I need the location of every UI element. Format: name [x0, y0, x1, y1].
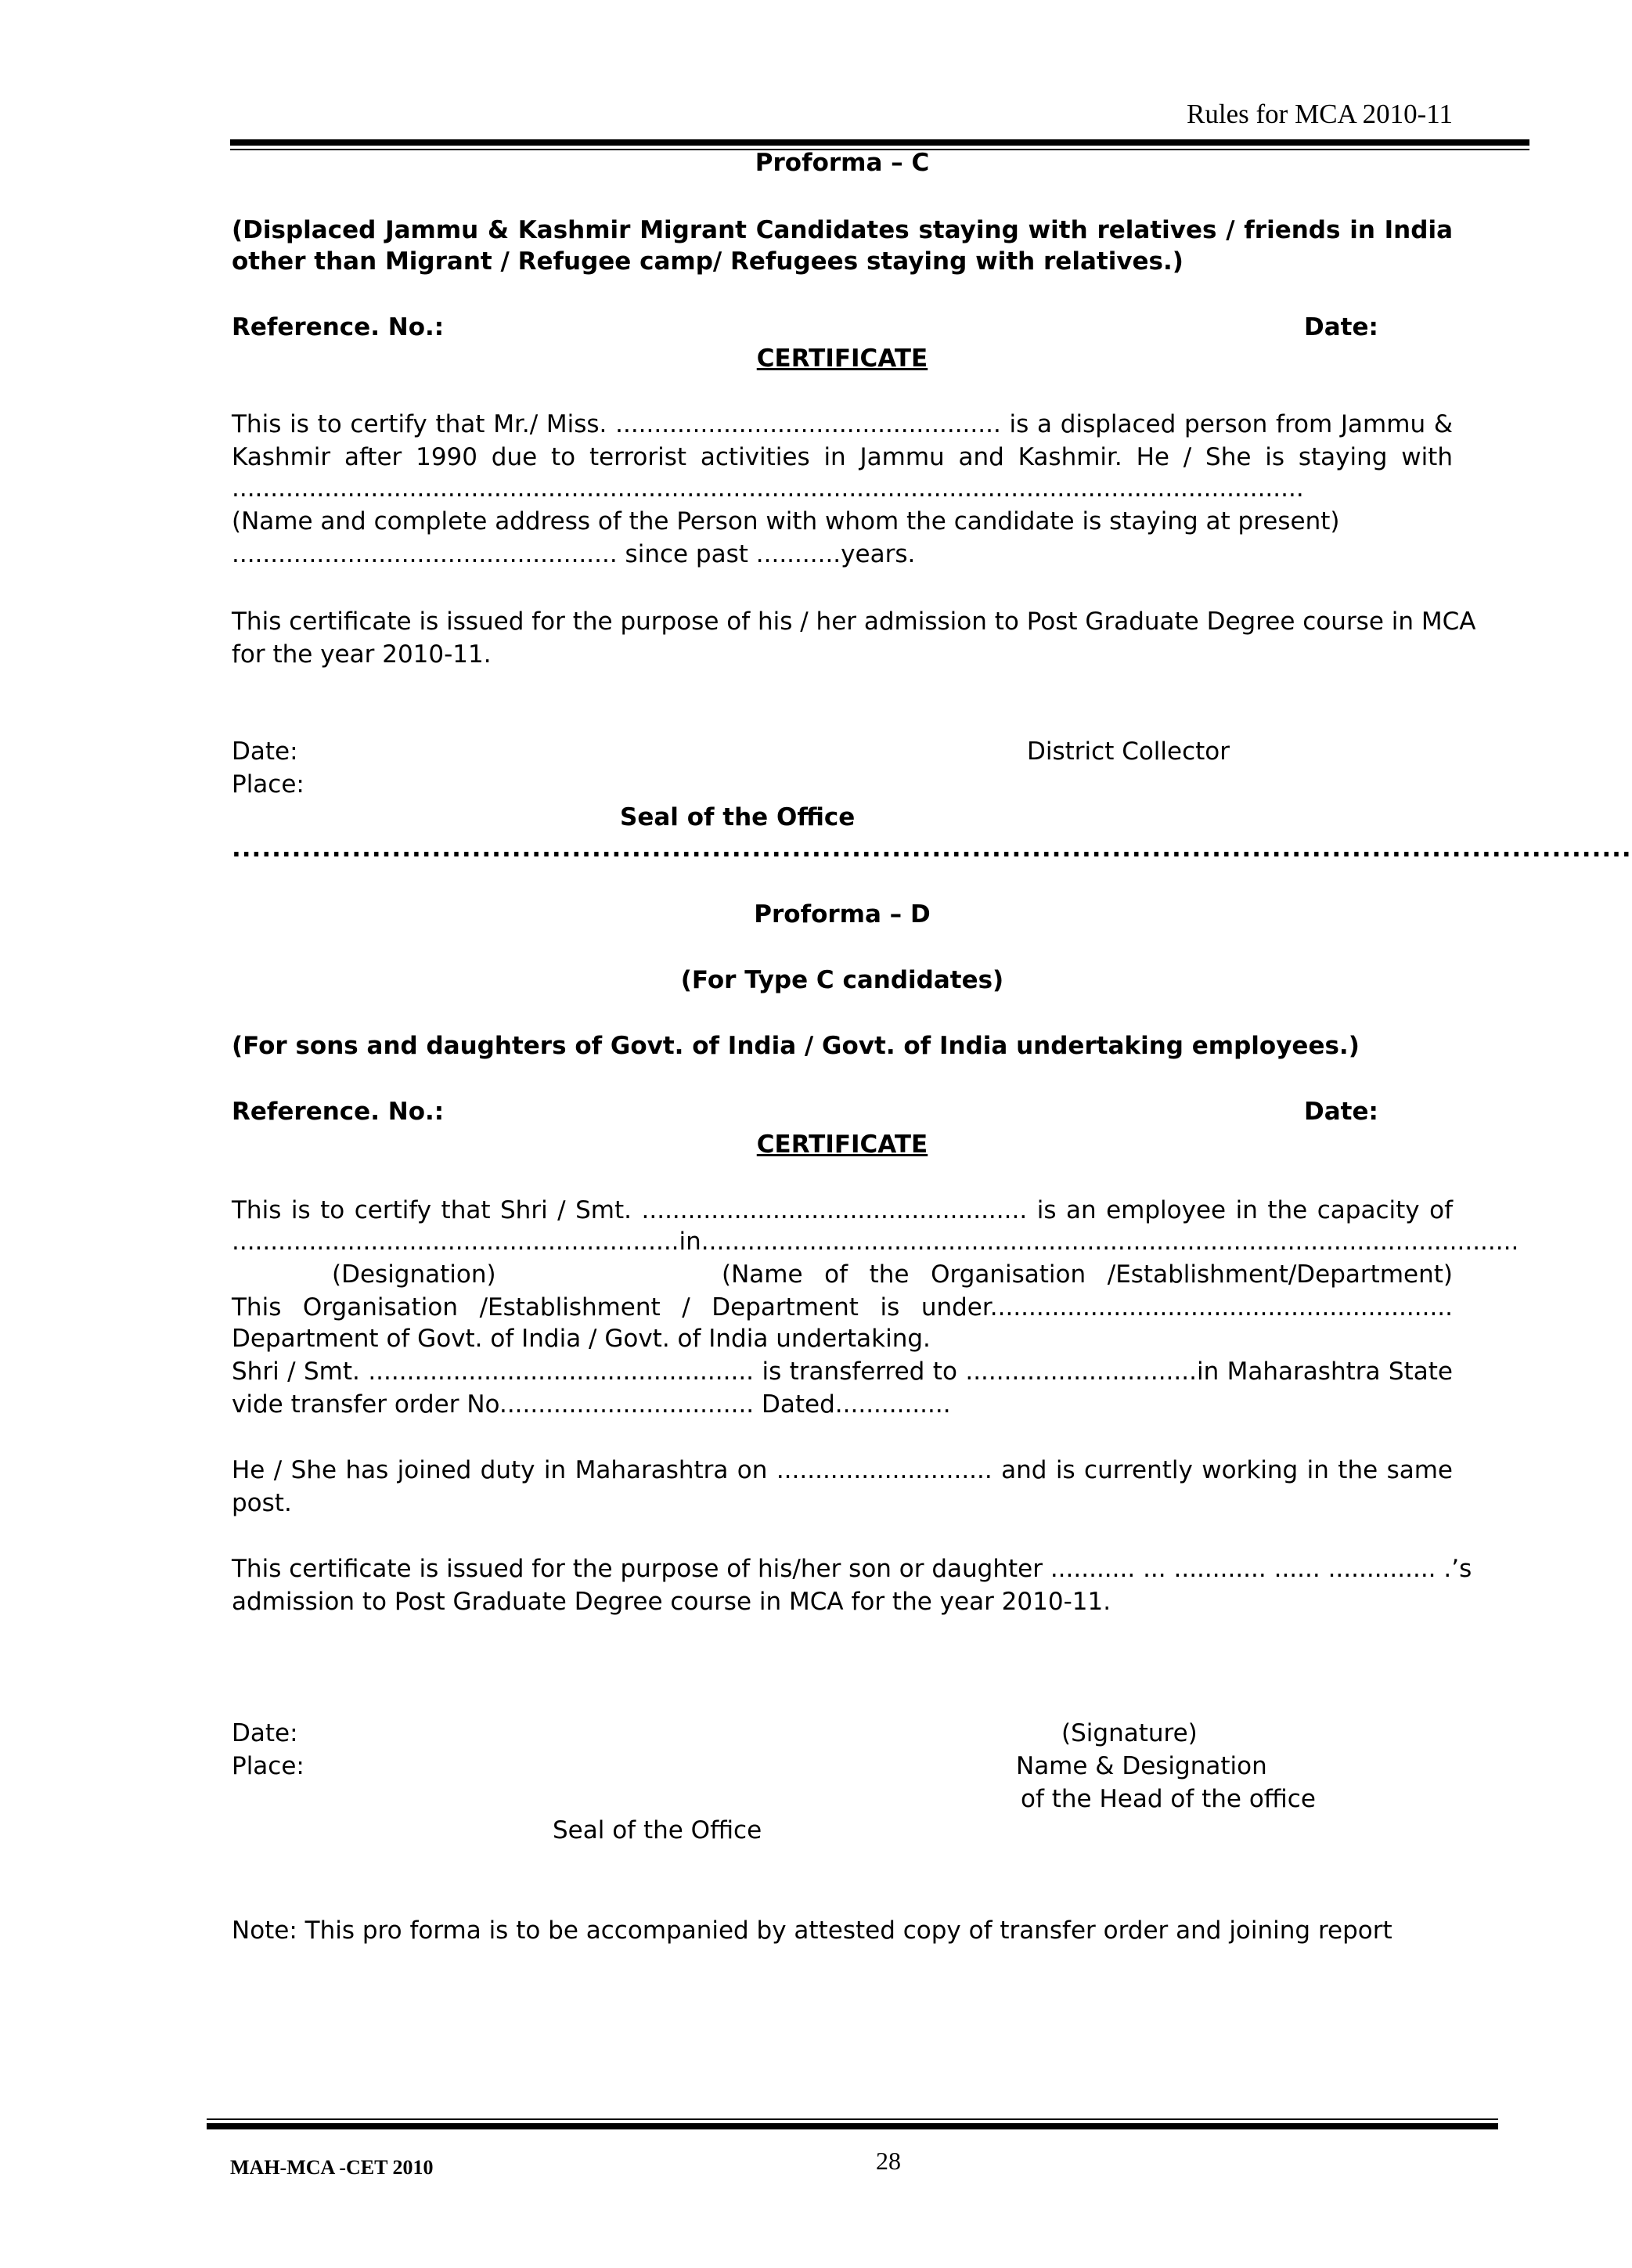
header-title: Rules for MCA 2010-11: [1187, 99, 1453, 129]
proforma-d-joined-1: He / She has joined duty in Maharashtra on ............................ and is currently working in the same: [232, 1456, 1453, 1484]
proforma-d-subtitle: (For sons and daughters of Govt. of India / Govt. of India undertaking employees.): [232, 1032, 1360, 1060]
proforma-c-certificate-heading: CERTIFICATE: [756, 344, 928, 373]
proforma-d-body-5: Department of Govt. of India / Govt. of India undertaking.: [232, 1325, 931, 1353]
proforma-d-date-label: Date:: [1304, 1098, 1378, 1126]
proforma-d-reference-label: Reference. No.:: [232, 1098, 445, 1126]
proforma-c-body-5: .................................................. since past ...........years.: [232, 540, 916, 568]
proforma-c-title: Proforma – C: [755, 149, 930, 177]
proforma-c-date-label: Date:: [1304, 313, 1378, 341]
proforma-d-sign-date-label: Date:: [232, 1719, 298, 1747]
proforma-d-body-2: ..........................................................in..........................................................................................................: [232, 1228, 1519, 1256]
proforma-d-note: Note: This pro forma is to be accompanied by attested copy of transfer order and joining report: [232, 1916, 1392, 1945]
proforma-d-certificate-heading: CERTIFICATE: [756, 1130, 928, 1159]
proforma-d-joined-2: post.: [232, 1489, 292, 1517]
proforma-c-sign-date-label: Date:: [232, 737, 298, 766]
proforma-d-body-4: This Organisation /Establishment / Department is under............................................................: [232, 1293, 1453, 1321]
proforma-d-body-7: vide transfer order No................................. Dated...............: [232, 1390, 951, 1419]
proforma-d-body-1: This is to certify that Shri / Smt. .................................................. is an employee in the capacity of: [232, 1196, 1453, 1224]
proforma-c-purpose-2: for the year 2010-11.: [232, 640, 492, 669]
proforma-c-body-4: (Name and complete address of the Person with whom the candidate is staying at present): [232, 507, 1340, 535]
proforma-d-body-6: Shri / Smt. .................................................. is transferred to ..............................in Maharashtra State: [232, 1358, 1453, 1386]
proforma-c-reference-label: Reference. No.:: [232, 313, 445, 341]
proforma-c-body-3: ...........................................................................................................................................: [232, 474, 1304, 503]
footer-rule-thin: [207, 2118, 1498, 2120]
section-separator: ............................................................................................................................................: [232, 835, 1632, 863]
footer-rule-thick: [207, 2123, 1498, 2129]
proforma-d-designation-caption: (Designation): [332, 1260, 496, 1289]
proforma-c-body-1: This is to certify that Mr./ Miss. .................................................. is a displaced person from Jammu &: [232, 410, 1453, 438]
proforma-d-name-designation: Name & Designation: [1016, 1752, 1267, 1780]
proforma-d-type-line: (For Type C candidates): [680, 966, 1004, 994]
proforma-c-sign-place-label: Place:: [232, 770, 304, 799]
proforma-c-body-2: Kashmir after 1990 due to terrorist activities in Jammu and Kashmir. He / She is staying with: [232, 443, 1453, 471]
proforma-d-head-of-office: of the Head of the office: [1021, 1785, 1316, 1813]
proforma-d-purpose-1: This certificate is issued for the purpose of his/her son or daughter ........... ... ............ ...... .............. .’s: [232, 1555, 1472, 1583]
proforma-c-purpose-1: This certificate is issued for the purpose of his / her admission to Post Graduate Degree course in MCA: [232, 608, 1476, 636]
proforma-c-signatory: District Collector: [1027, 737, 1230, 766]
proforma-d-seal: Seal of the Office: [553, 1816, 762, 1844]
proforma-c-subtitle-1: (Displaced Jammu & Kashmir Migrant Candidates staying with relatives / friends in India: [232, 216, 1453, 244]
page-number: 28: [876, 2147, 901, 2175]
footer-exam-name: MAH-MCA -CET 2010: [230, 2156, 434, 2179]
header-rule-thick: [230, 139, 1529, 146]
proforma-c-seal: Seal of the Office: [620, 803, 856, 831]
proforma-d-organisation-caption: (Name of the Organisation /Establishment/Department): [722, 1260, 1453, 1289]
proforma-d-signature: (Signature): [1061, 1719, 1198, 1747]
proforma-c-subtitle-2: other than Migrant / Refugee camp/ Refugees staying with relatives.): [232, 247, 1183, 276]
proforma-d-sign-place-label: Place:: [232, 1752, 304, 1780]
proforma-d-purpose-2: admission to Post Graduate Degree course in MCA for the year 2010-11.: [232, 1588, 1111, 1616]
proforma-d-title: Proforma – D: [754, 900, 931, 928]
